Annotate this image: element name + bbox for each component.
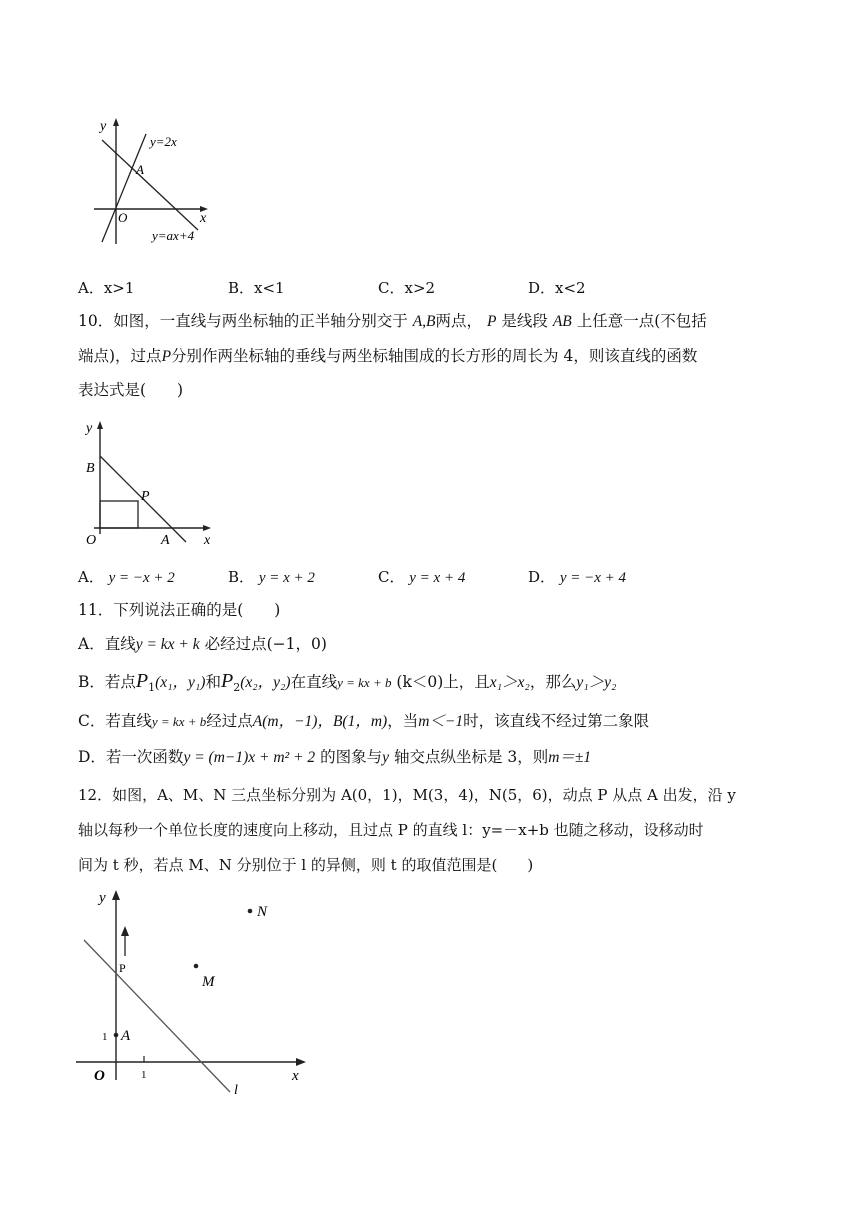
q9-line-2x — [102, 134, 146, 242]
q10-option-c[interactable]: C． y = x + 4 — [378, 568, 466, 586]
q11-stem: 11．下列说法正确的是( ) — [78, 601, 281, 619]
q12-p-label: P — [119, 961, 126, 975]
q10-line-3: 表达式是( ) — [78, 381, 184, 399]
q12-line-l — [84, 940, 230, 1092]
q12-y-arrow — [112, 890, 120, 900]
q9-line2-label: y=ax+4 — [152, 228, 195, 243]
q10-line-1: 10．如图，一直线与两坐标轴的正半轴分别交于 A,B两点， P 是线段 AB 上任意一点(不包括 — [78, 312, 707, 330]
q10-line-2: 端点)，过点P分别作两坐标轴的垂线与两坐标轴围成的长方形的周长为 4，则该直线的函数 — [78, 347, 698, 365]
q12-line-2: 轴以每秒一个单位长度的速度向上移动，且过点 P 的直线 l：y=－x+b 也随之移动，设移动时 — [78, 821, 704, 839]
q10-option-a[interactable]: A． y = −x + 2 — [78, 568, 175, 586]
q10-graph — [80, 418, 220, 550]
q12-one-x-label: 1 — [141, 1069, 147, 1081]
q12-x-arrow — [296, 1058, 306, 1066]
q11-option-a[interactable]: A．直线y = kx + k 必经过点(−1，0) — [78, 635, 327, 653]
q11-option-d[interactable]: D．若一次函数y = (m−1)x + m² + 2 的图象与y 轴交点纵坐标是 3，则m＝±1 — [78, 748, 592, 766]
q10-b-label: B — [86, 461, 95, 476]
q10-a-label: A — [161, 533, 170, 548]
q10-y-label: y — [86, 421, 93, 436]
q12-p-arrow-head — [121, 926, 129, 936]
q12-one-y-label: 1 — [102, 1031, 108, 1043]
q12-line-3: 间为 t 秒，若点 M、N 分别位于 l 的异侧，则 t 的取值范围是( ) — [78, 856, 534, 874]
q9-point-label: A — [136, 162, 144, 177]
q9-option-b[interactable]: B．x<1 — [228, 279, 285, 297]
q10-p-label: P — [141, 489, 150, 504]
q11-option-c[interactable]: C．若直线y = kx + b经过点A(m，−1)，B(1，m)，当m＜−1时，该直线不经过第二象限 — [78, 712, 650, 730]
q12-a-label: A — [121, 1028, 131, 1044]
q12-y-label: y — [99, 890, 106, 906]
q10-rectangle — [100, 501, 138, 528]
q12-m-label: M — [202, 974, 215, 990]
q9-line1-label: y=2x — [150, 134, 177, 149]
q9-x-label: x — [200, 211, 207, 226]
q9-y-label: y — [100, 119, 107, 134]
q9-graph — [88, 112, 228, 252]
q9-y-arrow — [113, 118, 119, 126]
q12-point-m — [194, 964, 199, 969]
q12-point-a — [114, 1033, 119, 1038]
q10-y-arrow — [97, 421, 103, 429]
q10-x-arrow — [203, 525, 211, 531]
q9-option-a[interactable]: A．x>1 — [78, 279, 135, 297]
q10-option-b[interactable]: B． y = x + 2 — [228, 568, 315, 586]
q9-option-c[interactable]: C．x>2 — [378, 279, 436, 297]
q11-option-b[interactable]: B．若点$P_1(x_1$，y₁)和$P_2(x_2$，y₂)在直线y = kx + b (k＜0)上，且x₁＞x₂，那么y₁＞y₂ — [78, 670, 617, 695]
q12-n-label: N — [257, 904, 268, 920]
q9-option-d[interactable]: D．x<2 — [528, 279, 586, 297]
q12-line-1: 12．如图，A、M、N 三点坐标分别为 A(0，1)，M(3，4)，N(5，6)，动点 P 从点 A 出发，沿 y — [78, 786, 736, 804]
q12-l-label: l — [234, 1083, 238, 1098]
q10-option-d[interactable]: D． y = −x + 4 — [528, 568, 626, 586]
q12-graph — [74, 880, 324, 1110]
q12-point-n — [248, 909, 253, 914]
q10-x-label: x — [204, 533, 211, 548]
q12-origin-label: O — [94, 1068, 105, 1084]
q10-origin-label: O — [86, 533, 97, 548]
q12-x-label: x — [292, 1068, 299, 1084]
q9-origin-label: O — [118, 210, 128, 225]
